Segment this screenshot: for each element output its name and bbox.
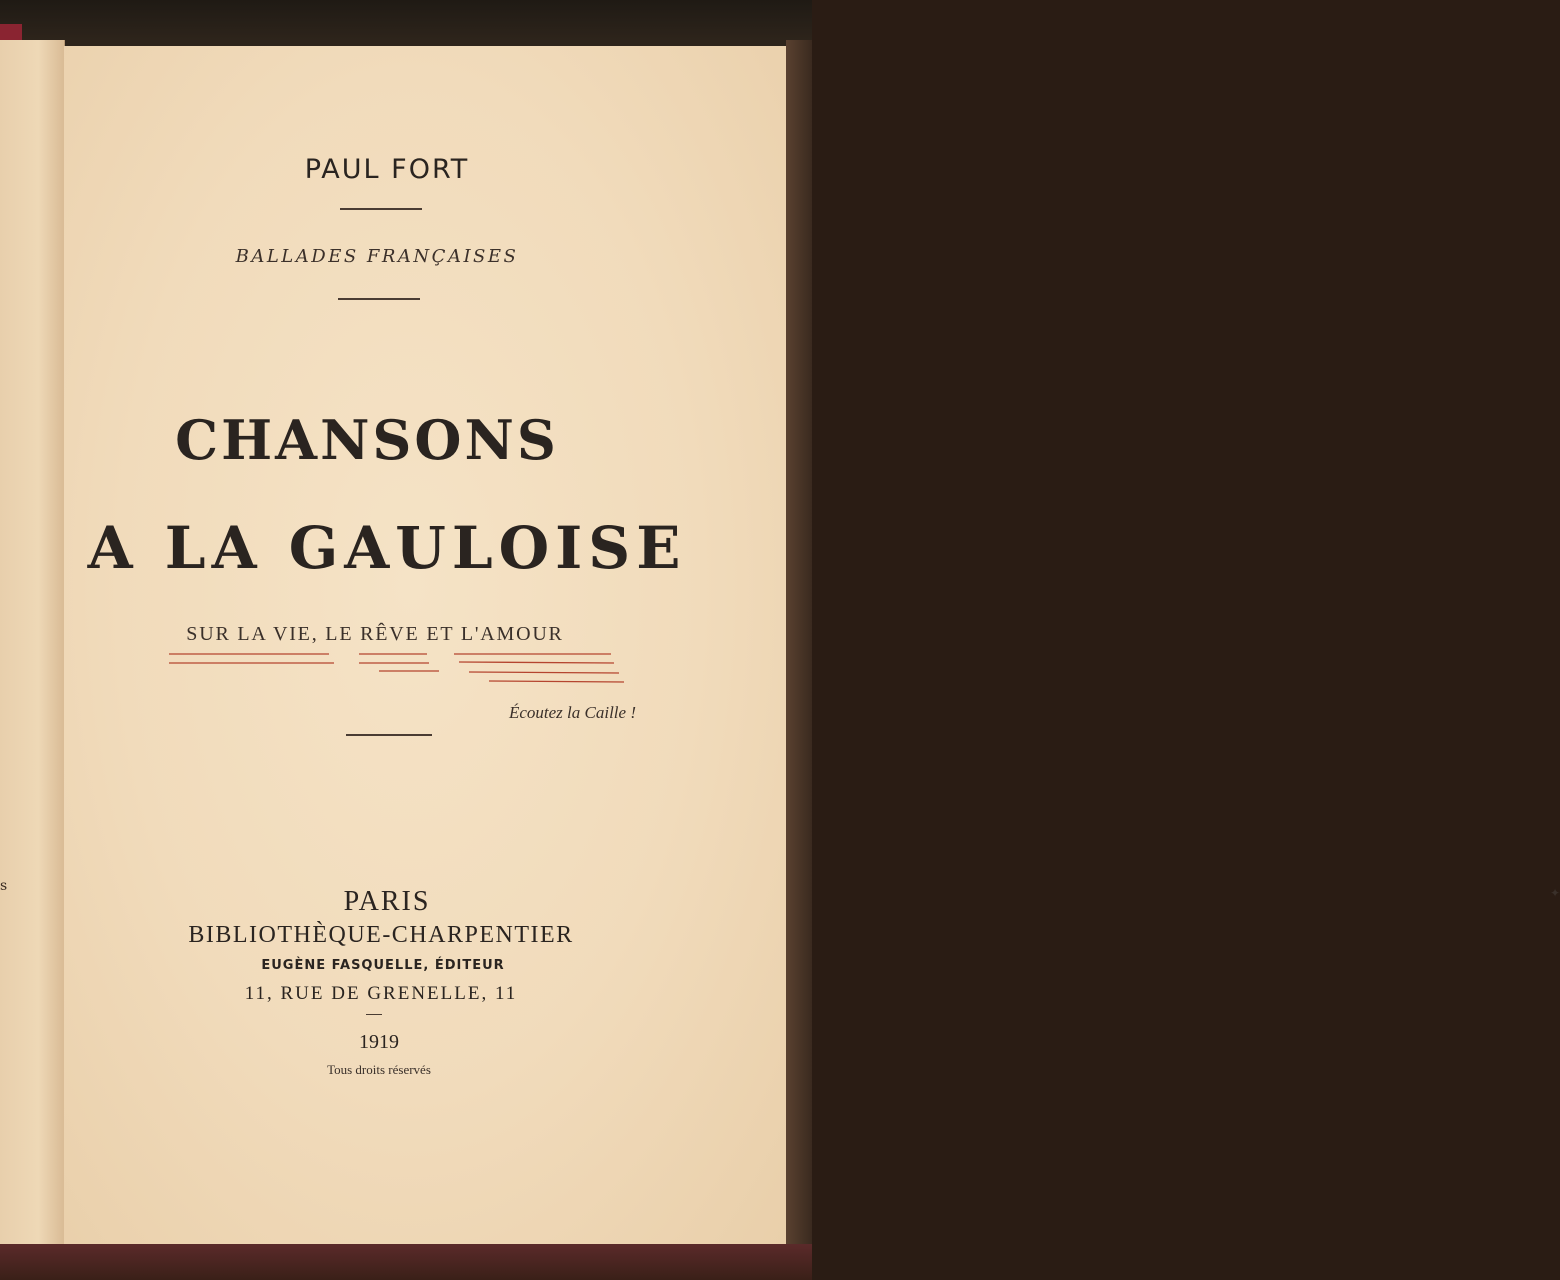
- address: 11, RUE DE GRENELLE, 11: [244, 983, 518, 1004]
- subtitle: SUR LA VIE, LE RÊVE ET L'AMOUR: [186, 623, 564, 645]
- left-page-letter: s: [0, 878, 8, 894]
- divider: [340, 208, 422, 210]
- editor: EUGÈNE FASQUELLE, ÉDITEUR: [261, 958, 505, 973]
- book-title-line-1: CHANSONS: [175, 408, 559, 472]
- book-title-line-2: A LA GAULOISE: [87, 514, 687, 582]
- red-underlines: [169, 651, 639, 687]
- small-dash: [366, 1014, 382, 1015]
- page-edge: [786, 40, 1560, 1250]
- author: PAUL FORT: [304, 154, 470, 185]
- book-bottom-edge: [0, 1244, 812, 1280]
- rights-notice: Tous droits réservés: [327, 1062, 431, 1077]
- title-page: [64, 46, 786, 1244]
- city: PARIS: [343, 886, 431, 917]
- series-title: BALLADES FRANÇAISES: [235, 246, 519, 267]
- divider: [346, 734, 432, 736]
- divider: [338, 298, 420, 300]
- epigraph: Écoutez la Caille !: [508, 703, 636, 722]
- ink-speck: ✦: [1550, 886, 1560, 900]
- publisher: BIBLIOTHÈQUE-CHARPENTIER: [188, 922, 574, 948]
- year: 1919: [359, 1031, 399, 1053]
